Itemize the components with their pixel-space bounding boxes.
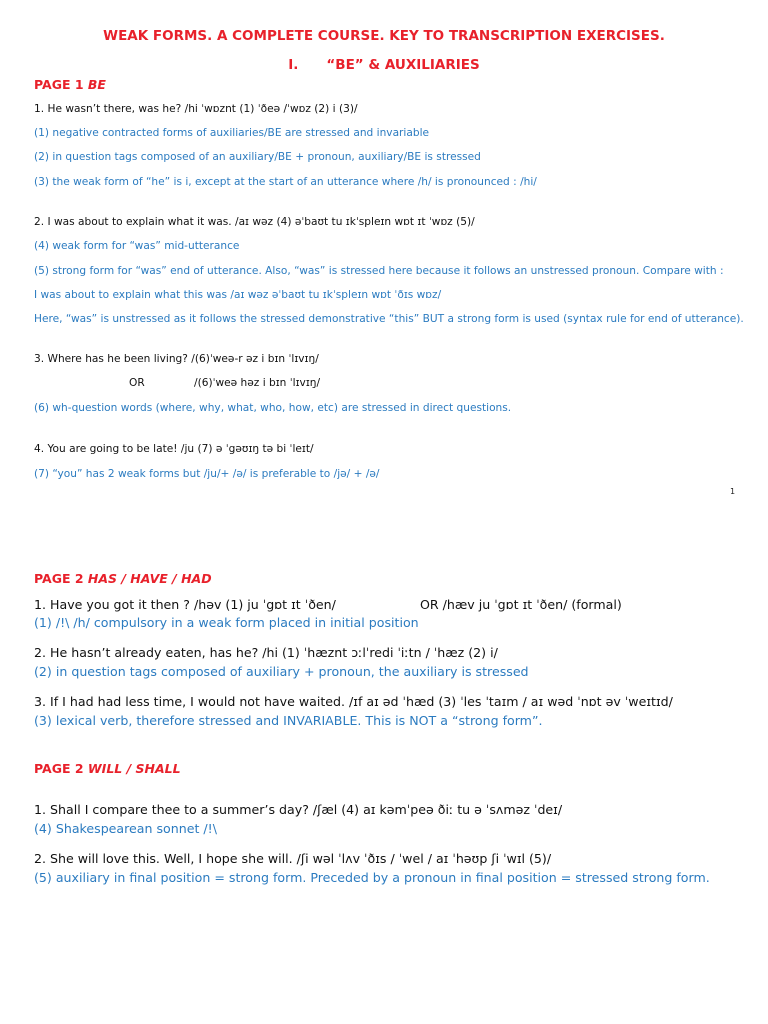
- sentence-3-alt: /(6)ˈweə həz i bɪn ˈlɪvɪŋ/: [194, 377, 321, 389]
- section-label: “BE” & AUXILIARIES: [326, 57, 480, 73]
- will-note-4: (4) Shakespearean sonnet /!\: [34, 821, 217, 836]
- page1-heading: PAGE 1 BE: [34, 77, 106, 92]
- sentence-4: 4. You are going to be late! /ju (7) ə ˈgəʊɪŋ tə bi ˈleɪt/: [34, 443, 314, 455]
- note-4: (4) weak form for “was” mid-utterance: [34, 240, 240, 252]
- page2-has-heading: PAGE 2 HAS / HAVE / HAD: [34, 571, 212, 586]
- will-sentence-2: 2. She will love this. Well, I hope she will. /ʃi wəl ˈlʌv ˈðɪs / ˈwel / aɪ ˈhəʊp ʃi ˈwɪl (5)/: [34, 851, 552, 866]
- sentence-2: 2. I was about to explain what it was. /aɪ wəz (4) əˈbaʊt tu ɪkˈspleɪn wɒt ɪt ˈwɒz (5)/: [34, 216, 475, 228]
- page2-will-heading: PAGE 2 WILL / SHALL: [34, 761, 181, 776]
- has-note-2: (2) in question tags composed of auxiliary + pronoun, the auxiliary is stressed: [34, 664, 529, 679]
- page2-has-heading-word: HAS / HAVE / HAD: [87, 571, 212, 586]
- note-5: (5) strong form for “was” end of utterance. Also, “was” is stressed here because it follows an unstressed pronoun. Compare with :: [34, 265, 724, 277]
- has-note-3: (3) lexical verb, therefore stressed and INVARIABLE. This is NOT a “strong form”.: [34, 713, 543, 728]
- page2-will-heading-word: WILL / SHALL: [87, 761, 181, 776]
- section-heading: [0, 57, 768, 73]
- document-title: WEAK FORMS. A COMPLETE COURSE. KEY TO TRANSCRIPTION EXERCISES.: [103, 28, 665, 44]
- page1-heading-word: BE: [87, 77, 106, 92]
- note-6: (6) wh-question words (where, why, what, who, how, etc) are stressed in direct questions.: [34, 402, 512, 414]
- section-number: I.: [288, 57, 299, 73]
- or-label: OR: [129, 377, 145, 389]
- has-sentence-3: 3. If I had had less time, I would not have waited. /ɪf aɪ əd ˈhæd (3) ˈles ˈtaɪm / aɪ wəd ˈnɒt əv ˈweɪtɪd/: [34, 694, 673, 709]
- comparison-sentence: I was about to explain what this was /aɪ wəz əˈbaʊt tu ɪkˈspleɪn wɒt ˈðɪs wɒz/: [34, 289, 442, 301]
- will-note-5: (5) auxiliary in final position = strong form. Preceded by a pronoun in final position = stressed strong form.: [34, 870, 710, 885]
- note-2: (2) in question tags composed of an auxiliary/BE + pronoun, auxiliary/BE is stressed: [34, 151, 481, 163]
- has-note-1: (1) /!\ /h/ compulsory in a weak form placed in initial position: [34, 615, 419, 630]
- sentence-3: 3. Where has he been living? /(6)ˈweə-r əz i bɪn ˈlɪvɪŋ/: [34, 353, 319, 365]
- has-sentence-2: 2. He hasn’t already eaten, has he? /hi (1) ˈhæznt ɔːlˈredi ˈiːtn / ˈhæz (2) i/: [34, 645, 498, 660]
- note-1: (1) negative contracted forms of auxiliaries/BE are stressed and invariable: [34, 127, 430, 139]
- comparison-note: Here, “was” is unstressed as it follows the stressed demonstrative “this” BUT a strong form is used (syntax rule for end of utterance).: [34, 313, 744, 325]
- note-3: (3) the weak form of “he” is i, except at the start of an utterance where /h/ is pronounced : /hi/: [34, 176, 537, 188]
- page-number: 1: [730, 487, 736, 496]
- sentence-1: 1. He wasn’t there, was he? /hi ˈwɒznt (1) ˈðeə /ˈwɒz (2) i (3)/: [34, 103, 358, 115]
- has-sentence-1-alt: OR /hæv ju ˈgɒt ɪt ˈðen/ (formal): [420, 597, 622, 612]
- will-sentence-1: 1. Shall I compare thee to a summer’s day? /ʃæl (4) aɪ kəmˈpeə ðiː tu ə ˈsʌməz ˈdeɪ/: [34, 802, 563, 817]
- has-sentence-1: 1. Have you got it then ? /həv (1) ju ˈgɒt ɪt ˈðen/: [34, 597, 336, 612]
- note-7: (7) “you” has 2 weak forms but /ju/+ /ə/ is preferable to /jə/ + /ə/: [34, 468, 380, 480]
